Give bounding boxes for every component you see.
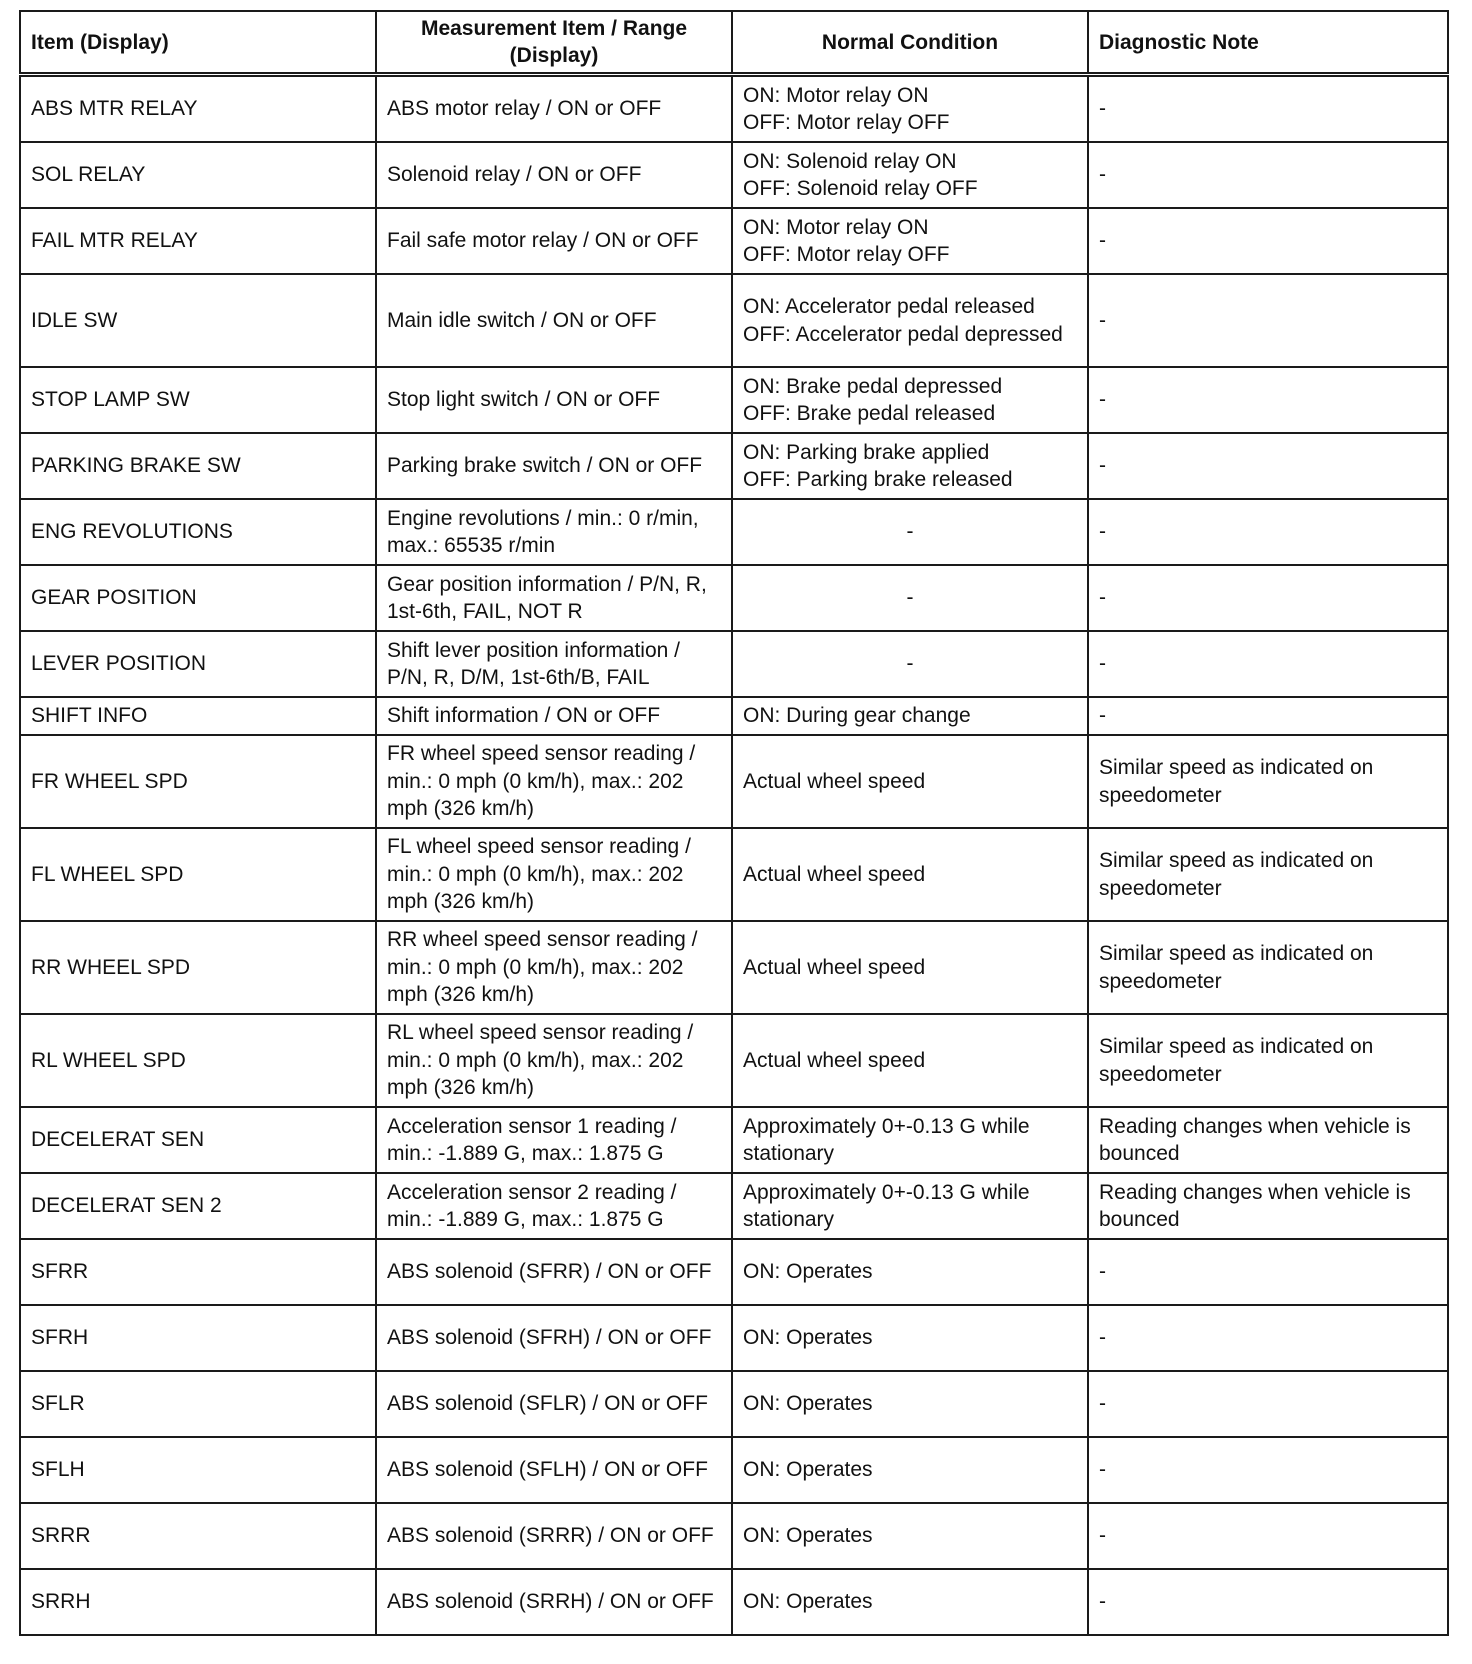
table-row [20, 499, 1448, 565]
table-row [20, 1569, 1448, 1635]
cell-diagnostic-note: Reading changes when vehicle is bounced [1088, 1173, 1448, 1239]
table-row [20, 1014, 1448, 1107]
cell-measurement: FR wheel speed sensor reading / min.: 0 mph (0 km/h), max.: 202 mph (326 km/h) [376, 735, 732, 828]
cell-diagnostic-note: - [1088, 433, 1448, 499]
table-row [20, 565, 1448, 631]
cell-normal-condition: ON: Operates [732, 1437, 1088, 1503]
cell-diagnostic-note: - [1088, 75, 1448, 143]
table-row [20, 142, 1448, 208]
cell-item: ABS MTR RELAY [20, 75, 376, 143]
table-header [20, 11, 1448, 75]
cell-normal-condition: ON: Accelerator pedal released OFF: Accelerator pedal depressed [732, 274, 1088, 367]
header-diagnostic-note: Diagnostic Note [1088, 11, 1448, 75]
cell-measurement: Acceleration sensor 2 reading / min.: -1.889 G, max.: 1.875 G [376, 1173, 732, 1239]
cell-diagnostic-note: - [1088, 274, 1448, 367]
cell-measurement: Fail safe motor relay / ON or OFF [376, 208, 732, 274]
cell-measurement: ABS solenoid (SRRR) / ON or OFF [376, 1503, 732, 1569]
cell-diagnostic-note: Similar speed as indicated on speedometer [1088, 828, 1448, 921]
table-row [20, 1305, 1448, 1371]
cell-measurement: Gear position information / P/N, R, 1st-6th, FAIL, NOT R [376, 565, 732, 631]
cell-normal-condition: ON: Solenoid relay ON OFF: Solenoid relay OFF [732, 142, 1088, 208]
table-row [20, 1437, 1448, 1503]
cell-measurement: ABS motor relay / ON or OFF [376, 75, 732, 143]
cell-measurement: Engine revolutions / min.: 0 r/min, max.: 65535 r/min [376, 499, 732, 565]
cell-measurement: Stop light switch / ON or OFF [376, 367, 732, 433]
cell-normal-condition: Approximately 0+-0.13 G while stationary [732, 1173, 1088, 1239]
cell-diagnostic-note: - [1088, 1437, 1448, 1503]
cell-normal-condition: ON: Motor relay ON OFF: Motor relay OFF [732, 208, 1088, 274]
cell-diagnostic-note: - [1088, 1371, 1448, 1437]
cell-measurement: ABS solenoid (SFLH) / ON or OFF [376, 1437, 732, 1503]
cell-diagnostic-note: - [1088, 631, 1448, 697]
table-row [20, 1371, 1448, 1437]
cell-item: SRRH [20, 1569, 376, 1635]
cell-item: LEVER POSITION [20, 631, 376, 697]
cell-item: RR WHEEL SPD [20, 921, 376, 1014]
cell-measurement: ABS solenoid (SFRH) / ON or OFF [376, 1305, 732, 1371]
table-row [20, 921, 1448, 1014]
cell-diagnostic-note: Similar speed as indicated on speedometer [1088, 735, 1448, 828]
cell-measurement: ABS solenoid (SFRR) / ON or OFF [376, 1239, 732, 1305]
table-row [20, 75, 1448, 143]
cell-measurement: Main idle switch / ON or OFF [376, 274, 732, 367]
table-row [20, 1503, 1448, 1569]
cell-normal-condition: ON: Operates [732, 1239, 1088, 1305]
cell-diagnostic-note: - [1088, 208, 1448, 274]
cell-item: FL WHEEL SPD [20, 828, 376, 921]
cell-normal-condition: Actual wheel speed [732, 828, 1088, 921]
cell-item: SFLR [20, 1371, 376, 1437]
header-row [20, 11, 1448, 75]
table-row [20, 433, 1448, 499]
cell-normal-condition: ON: Operates [732, 1371, 1088, 1437]
cell-measurement: RR wheel speed sensor reading / min.: 0 mph (0 km/h), max.: 202 mph (326 km/h) [376, 921, 732, 1014]
cell-measurement: Acceleration sensor 1 reading / min.: -1.889 G, max.: 1.875 G [376, 1107, 732, 1173]
cell-diagnostic-note: Similar speed as indicated on speedometer [1088, 921, 1448, 1014]
cell-diagnostic-note: - [1088, 367, 1448, 433]
cell-item: DECELERAT SEN [20, 1107, 376, 1173]
cell-item: SOL RELAY [20, 142, 376, 208]
cell-item: STOP LAMP SW [20, 367, 376, 433]
cell-normal-condition: - [732, 631, 1088, 697]
cell-diagnostic-note: Similar speed as indicated on speedometer [1088, 1014, 1448, 1107]
cell-item: SFRH [20, 1305, 376, 1371]
cell-normal-condition: ON: Parking brake applied OFF: Parking brake released [732, 433, 1088, 499]
cell-normal-condition: ON: Operates [732, 1569, 1088, 1635]
cell-item: SRRR [20, 1503, 376, 1569]
cell-normal-condition: - [732, 565, 1088, 631]
cell-measurement: Solenoid relay / ON or OFF [376, 142, 732, 208]
table-row [20, 208, 1448, 274]
table-row [20, 828, 1448, 921]
table-row [20, 367, 1448, 433]
cell-diagnostic-note: Reading changes when vehicle is bounced [1088, 1107, 1448, 1173]
cell-normal-condition: Actual wheel speed [732, 735, 1088, 828]
cell-item: IDLE SW [20, 274, 376, 367]
cell-normal-condition: ON: Brake pedal depressed OFF: Brake pedal released [732, 367, 1088, 433]
cell-item: SHIFT INFO [20, 697, 376, 735]
cell-measurement: Shift lever position information / P/N, R, D/M, 1st-6th/B, FAIL [376, 631, 732, 697]
data-list-table [19, 10, 1449, 1636]
cell-measurement: FL wheel speed sensor reading / min.: 0 mph (0 km/h), max.: 202 mph (326 km/h) [376, 828, 732, 921]
cell-measurement: RL wheel speed sensor reading / min.: 0 mph (0 km/h), max.: 202 mph (326 km/h) [376, 1014, 732, 1107]
cell-measurement: ABS solenoid (SRRH) / ON or OFF [376, 1569, 732, 1635]
table-row [20, 697, 1448, 735]
cell-normal-condition: Actual wheel speed [732, 1014, 1088, 1107]
cell-diagnostic-note: - [1088, 1569, 1448, 1635]
cell-diagnostic-note: - [1088, 142, 1448, 208]
cell-measurement: Parking brake switch / ON or OFF [376, 433, 732, 499]
table-row [20, 274, 1448, 367]
cell-normal-condition: ON: Operates [732, 1503, 1088, 1569]
header-item: Item (Display) [20, 11, 376, 75]
cell-diagnostic-note: - [1088, 565, 1448, 631]
cell-diagnostic-note: - [1088, 1503, 1448, 1569]
cell-item: SFLH [20, 1437, 376, 1503]
cell-normal-condition: Approximately 0+-0.13 G while stationary [732, 1107, 1088, 1173]
cell-item: FAIL MTR RELAY [20, 208, 376, 274]
cell-diagnostic-note: - [1088, 499, 1448, 565]
cell-measurement: ABS solenoid (SFLR) / ON or OFF [376, 1371, 732, 1437]
cell-normal-condition: ON: Operates [732, 1305, 1088, 1371]
cell-item: GEAR POSITION [20, 565, 376, 631]
cell-diagnostic-note: - [1088, 1239, 1448, 1305]
cell-item: FR WHEEL SPD [20, 735, 376, 828]
table-row [20, 1107, 1448, 1173]
cell-normal-condition: - [732, 499, 1088, 565]
header-measurement: Measurement Item / Range (Display) [376, 11, 732, 75]
table-row [20, 1239, 1448, 1305]
cell-item: DECELERAT SEN 2 [20, 1173, 376, 1239]
table-row [20, 735, 1448, 828]
data-list-sheet [19, 10, 1447, 1636]
cell-normal-condition: ON: During gear change [732, 697, 1088, 735]
cell-item: SFRR [20, 1239, 376, 1305]
table-row [20, 631, 1448, 697]
cell-item: ENG REVOLUTIONS [20, 499, 376, 565]
cell-normal-condition: ON: Motor relay ON OFF: Motor relay OFF [732, 75, 1088, 143]
cell-item: PARKING BRAKE SW [20, 433, 376, 499]
header-normal-condition: Normal Condition [732, 11, 1088, 75]
table-row [20, 1173, 1448, 1239]
cell-normal-condition: Actual wheel speed [732, 921, 1088, 1014]
cell-diagnostic-note: - [1088, 1305, 1448, 1371]
cell-item: RL WHEEL SPD [20, 1014, 376, 1107]
cell-measurement: Shift information / ON or OFF [376, 697, 732, 735]
cell-diagnostic-note: - [1088, 697, 1448, 735]
